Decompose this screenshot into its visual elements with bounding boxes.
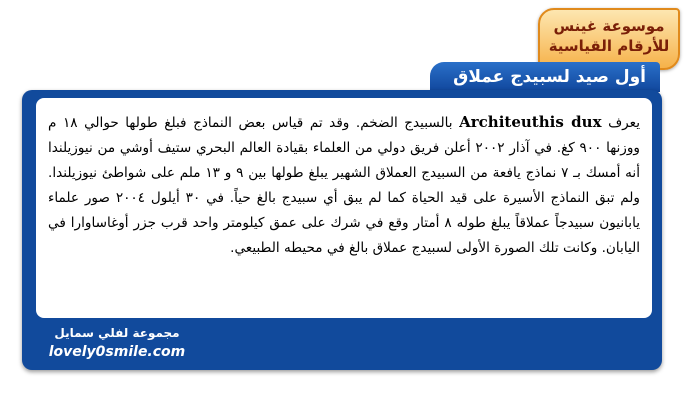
article-frame bbox=[22, 90, 662, 370]
footer-site-link[interactable]: lovely0smile.com bbox=[48, 344, 186, 360]
site-footer bbox=[32, 324, 202, 366]
guinness-logo-badge bbox=[538, 8, 680, 70]
article-body bbox=[36, 98, 652, 318]
logo-line-2: للأرقام القياسية bbox=[548, 37, 670, 55]
article-text-rest: بالسبيدج الضخم. وقد تم قياس بعض النماذج فبلغ طولها حوالي ١٨ م ووزنها ٩٠٠ كغ. في آذار ٢٠٠٢ أعلن فريق دولي من العلماء بقيادة العالم البحري ستيف أوشي من نيوزيلندا أنه أمسك بـ ٧ نماذج يافعة من السبيدج العملاق الشهير يبلغ طولها بين ٩ و ١٣ ملم على شواطئ نيوزيلندا. ولم تبق النماذج الأسيرة على قيد الحياة كما لم يبق أي سبيدج بالغ حياً. في ٣٠ أيلول ٢٠٠٤ صور علماء يابانيون سبيدجاً عملاقاً يبلغ طوله ٨ أمتار وقع في شرك على عمق كيلومتر واحد قرب جزر أوغاساوارا في اليابان. وكانت تلك الصورة الأولى لسبيدج عملاق بالغ في محيطه الطبيعي. bbox=[48, 115, 640, 256]
article-title: أول صيد لسبيدج عملاق bbox=[430, 62, 660, 92]
footer-group-name: مجموعة لفلي سمايل bbox=[54, 326, 180, 340]
logo-line-1: موسوعة غينس bbox=[553, 17, 665, 35]
species-name: Architeuthis dux bbox=[459, 113, 602, 131]
article-text-start: يعرف bbox=[608, 115, 640, 131]
